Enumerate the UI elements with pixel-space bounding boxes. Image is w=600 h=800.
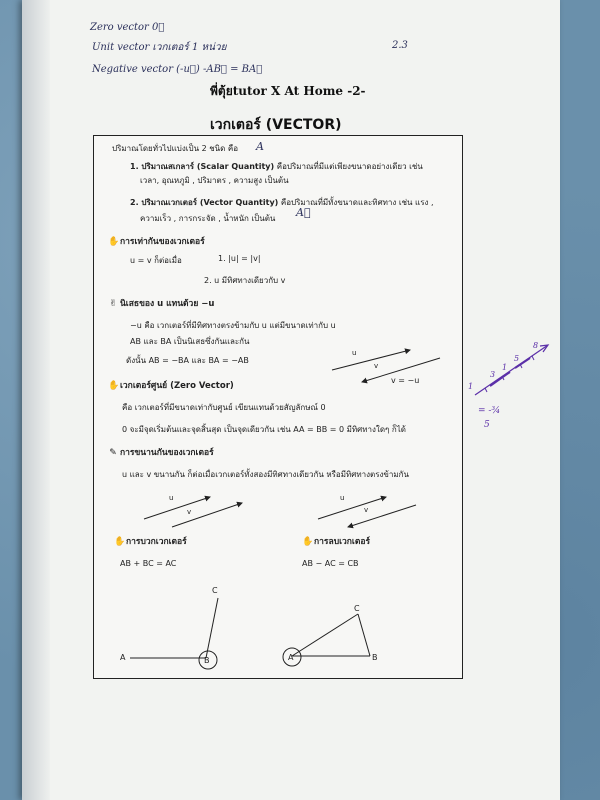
scalar-text: คือปริมาณที่มีแต่เพียงขนาดอย่างเดียว เช่น xyxy=(276,162,423,171)
scalar-label: 1. ปริมาณสเกลาร์ (Scalar Quantity) xyxy=(130,162,275,171)
subtraction-triangle-diagram xyxy=(284,606,394,676)
note-zero-vector: Zero vector 0⃗ xyxy=(90,22,165,33)
handwritten-A-vector: A⃗ xyxy=(296,206,311,219)
zero-line-1: คือ เวกเตอร์ที่มีขนาดเท่ากับศูนย์ เขียนแทนด้วยสัญลักษณ์ 0 xyxy=(122,403,326,412)
subtraction-equation: AB − AC = CB xyxy=(302,559,359,568)
margin-num-2: 3 xyxy=(490,370,496,379)
hand-icon: ✋ xyxy=(108,237,120,247)
parallel-line-1: u และ v ขนานกัน ก็ต่อเมื่อเวกเตอร์ทั้งสองมีทิศทางเดียวกัน หรือมีทิศทางตรงข้ามกัน xyxy=(122,470,409,479)
negative-label-u: u xyxy=(352,349,357,357)
equality-condition: u = v ก็ต่อเมื่อ xyxy=(130,256,182,265)
equality-heading: การเท่ากันของเวกเตอร์ xyxy=(120,237,205,247)
zero-line-2: 0 จะมีจุดเริ่มต้นและจุดสิ้นสุด เป็นจุดเดียวกัน เช่น AA = BB = 0 มีทิศทางใดๆ ก็ได้ xyxy=(122,425,406,434)
negative-label-v: v xyxy=(374,362,379,370)
scalar-examples: เวลา, อุณหภูมิ , ปริมาตร , ความสูง เป็นต้น xyxy=(140,176,289,185)
equality-condition-1: 1. |u| = |v| xyxy=(218,254,261,263)
page-header: พี่ตุ้ยtutor X At Home -2- xyxy=(210,84,366,98)
margin-num-1: 1 xyxy=(468,382,474,391)
parallel-label-u-1: u xyxy=(169,494,174,502)
parallel-same-direction-diagram xyxy=(142,491,252,531)
binding-edge xyxy=(22,0,50,800)
vector-text: คือปริมาณที่มีทั้งขนาดและทิศทาง เช่น แรง , xyxy=(280,198,434,207)
parallel-opposite-direction-diagram xyxy=(316,491,426,531)
handwritten-A: A xyxy=(256,140,264,153)
parallel-label-v-1: v xyxy=(187,508,192,516)
subtraction-point-C: C xyxy=(354,604,360,613)
negative-line-1: −u คือ เวกเตอร์ที่มีทิศทางตรงข้ามกับ u แต่มีขนาดเท่ากับ u xyxy=(130,321,336,330)
negative-vector-diagram xyxy=(330,346,450,386)
margin-num-3: 1 xyxy=(502,363,508,372)
subtraction-point-B: B xyxy=(372,653,378,662)
zero-heading: เวกเตอร์ศูนย์ (Zero Vector) xyxy=(120,381,234,391)
hand-icon: ✋ xyxy=(108,381,120,391)
negative-line-3: ดังนั้น AB = −BA และ BA = −AB xyxy=(126,356,249,365)
addition-triangle-diagram xyxy=(124,586,244,676)
addition-heading: การบวกเวกเตอร์ xyxy=(126,537,187,547)
parallel-heading: การขนานกันของเวกเตอร์ xyxy=(120,448,214,458)
note-unit-vector: Unit vector เวกเตอร์ 1 หน่วย xyxy=(92,42,227,53)
negative-relation: v = −u xyxy=(391,376,420,385)
page-title: เวกเตอร์ (VECTOR) xyxy=(210,117,342,133)
addition-point-C: C xyxy=(212,586,218,595)
parallel-label-v-2: v xyxy=(364,506,369,514)
subtraction-point-A: A xyxy=(288,653,294,662)
negative-line-2: AB และ BA เป็นนิเสธซึ่งกันและกัน xyxy=(130,337,250,346)
margin-num-5: 8 xyxy=(533,341,539,350)
content-box xyxy=(93,135,463,679)
negative-heading: นิเสธของ u แทนด้วย −u xyxy=(120,299,215,309)
pencil-icon: ✎ xyxy=(109,448,117,458)
note-negative-vector: Negative vector (-u⃗) -AB⃗ = BA⃗ xyxy=(92,64,263,75)
vector-examples: ความเร็ว , การกระจัด , น้ำหนัก เป็นต้น xyxy=(140,214,276,223)
parallel-label-u-2: u xyxy=(340,494,345,502)
vector-label: 2. ปริมาณเวกเตอร์ (Vector Quantity) xyxy=(130,198,279,207)
intro-text: ปริมาณโดยทั่วไปแบ่งเป็น 2 ชนิด คือ xyxy=(112,144,238,153)
hand-icon: ✌ xyxy=(109,299,117,309)
addition-point-A: A xyxy=(120,653,126,662)
addition-point-B: B xyxy=(204,656,210,665)
note-page-number: 2.3 xyxy=(392,40,408,51)
margin-num-4: 5 xyxy=(514,354,520,363)
hand-icon: ✋ xyxy=(114,537,126,547)
addition-equation: AB + BC = AC xyxy=(120,559,177,568)
margin-note-denominator: 5 xyxy=(484,420,490,430)
hand-icon: ✋ xyxy=(302,537,314,547)
margin-note-fraction: = -¾ xyxy=(478,406,501,416)
subtraction-heading: การลบเวกเตอร์ xyxy=(314,537,371,547)
equality-condition-2: 2. u มีทิศทางเดียวกับ v xyxy=(204,276,286,285)
